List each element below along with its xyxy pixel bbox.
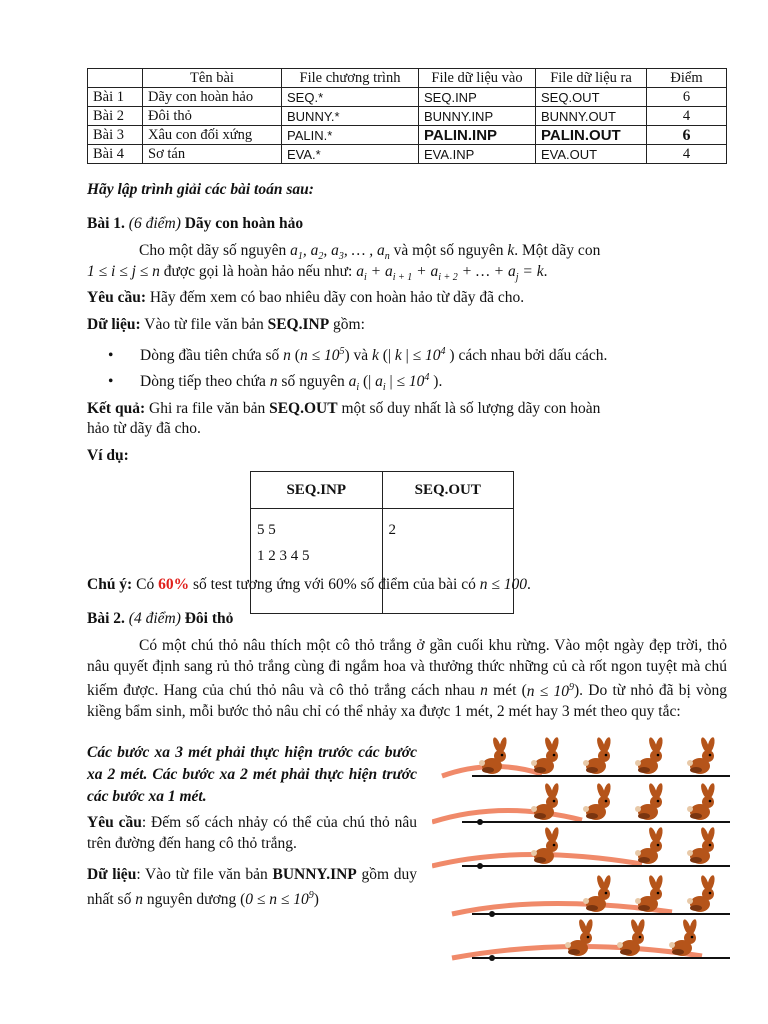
highlight-percentage: 60% [158, 576, 190, 593]
output-label: Kết quả: [87, 400, 146, 417]
problem-1-points: (6 điểm) [128, 215, 181, 232]
text: Có [132, 576, 159, 593]
task-id: Bài 2 [88, 107, 143, 126]
jump-row-3 [432, 826, 730, 869]
constraint-expr: $n \le 10^9$ [526, 681, 574, 700]
example-output-cell [382, 509, 514, 614]
task-name: Sơ tán [143, 145, 282, 164]
instructions-heading: Hãy lập trình giải các bài toán sau: [87, 181, 314, 198]
bunny-jump-illustration [432, 736, 732, 966]
problem-2-requirement [87, 812, 417, 854]
program-file: BUNNY.* [282, 107, 419, 126]
text: Cho một dãy số nguyên [139, 242, 291, 259]
program-file: SEQ.* [282, 88, 419, 107]
task-score: 4 [647, 107, 727, 126]
task-name: Dãy con hoàn hảo [143, 88, 282, 107]
problem-2-heading [87, 609, 727, 629]
table-row [88, 88, 727, 107]
var-n: n [480, 682, 488, 700]
list-item: • Dòng đầu tiên chứa số n $(n \le 10^5)$ và k (| k | ≤ $10^4$ ) cách nhau bởi dấu cách. [108, 342, 607, 368]
header-cell: Điểm [647, 69, 727, 88]
text: được gọi là hoàn hảo nếu như: [159, 263, 357, 280]
constraint-expr: $0 \le n \le 10^9$ [245, 890, 314, 909]
requirement-label: Yêu cầu [87, 814, 142, 831]
text: mét ( [487, 682, 527, 700]
requirement-text: : Đếm số cách nhảy có thể của chú thỏ nâu trên đường đến hang cô thỏ trắng. [87, 814, 417, 852]
sum-expr: $a_i + a_{i + 1} + a_{i + 2}$ + … + $a_j = k$ [356, 263, 544, 284]
problem-1-output-line2: hảo từ dãy đã cho. [87, 420, 201, 437]
text: . Một dãy con [514, 242, 601, 259]
text: Vào từ file văn bản [140, 316, 268, 333]
problem-1-desc-line2: 1 ≤ i ≤ j ≤ n được gọi là hoàn hảo nếu như: $a_i + a_{i + 1} + a_{i + 2}$ + … + $a_j = k$. [87, 263, 548, 284]
example-input-line: 5 5 [257, 522, 276, 538]
note-label: Chú ý: [87, 576, 133, 593]
header-cell: File dữ liệu vào [419, 69, 536, 88]
constraint-expr: n ≤ 100 [479, 576, 527, 593]
jump-row-5 [452, 918, 730, 961]
var-k: k [507, 242, 515, 259]
input-file: PALIN.INP [419, 126, 536, 145]
example-output-line: 2 [388, 522, 396, 538]
index-condition: 1 ≤ i ≤ j ≤ n [87, 263, 160, 280]
input-label: Dữ liệu [87, 866, 137, 883]
jump-row-4 [452, 874, 730, 917]
problem-2-input [87, 864, 417, 910]
output-filename: SEQ.OUT [269, 400, 338, 417]
input-filename: SEQ.INP [267, 316, 330, 333]
var-n: n [135, 891, 143, 909]
task-id: Bài 4 [88, 145, 143, 164]
text: Dòng tiếp theo chứa [140, 373, 270, 391]
task-name: Đôi thỏ [143, 107, 282, 126]
text: gồm duy nhất số [87, 866, 417, 909]
requirement-text: Hãy đếm xem có bao nhiêu dãy con hoàn hảo từ dãy đã cho. [145, 289, 525, 306]
text: ). Do từ nhỏ đã bị vòng kiềng bẩm sinh, mỗi bước thỏ nâu chỉ có thể nhảy xa được 1 mét, 2 mét hay 3 mét theo quy tắc: [87, 682, 727, 721]
text: Dòng đầu tiên chứa số [140, 347, 284, 365]
problem-1-title: Dãy con hoàn hảo [184, 215, 304, 232]
output-file: SEQ.OUT [536, 88, 647, 107]
sequence-expr: $a_1$, $a_2$, $a_3$, … , $a_n$ [290, 242, 390, 263]
text: : Vào từ file văn bản [136, 866, 273, 883]
text: và một số nguyên [389, 242, 508, 259]
list-item: • Dòng tiếp theo chứa n số nguyên $a_i$ (| $a_i$ | ≤ $10^4$ ). [108, 368, 607, 394]
problem-1-heading [87, 214, 727, 234]
text: Có một chú thỏ nâu thích một cô thỏ trắng ở gần cuối khu rừng. Vào một ngày đẹp trời, thỏ nâu quyết định sang rủ thỏ trắng cùng đi ngắm hoa và thưởng thức những củ cà rốt ngon tuyệt mà chú kiếm được. Hang của chú thỏ nâu và cô thỏ trắng cách nhau [87, 637, 727, 700]
task-table [87, 68, 727, 164]
program-file: EVA.* [282, 145, 419, 164]
example-output-header: SEQ.OUT [382, 472, 514, 509]
input-file: EVA.INP [419, 145, 536, 164]
output-file: PALIN.OUT [536, 126, 647, 145]
input-label: Dữ liệu: [87, 316, 141, 333]
task-id: Bài 1 [88, 88, 143, 107]
program-file: PALIN.* [282, 126, 419, 145]
header-cell: File dữ liệu ra [536, 69, 647, 88]
text: số nguyên [277, 373, 349, 391]
example-input-line: 1 2 3 4 5 [257, 548, 310, 564]
input-file: BUNNY.INP [419, 107, 536, 126]
text: nguyên dương ( [142, 891, 246, 909]
table-row [88, 126, 727, 145]
task-table-header [88, 69, 727, 88]
problem-1-output-line1 [87, 399, 727, 419]
problem-1-input [87, 315, 727, 335]
header-cell [88, 69, 143, 88]
problem-2-points: (4 điểm) [128, 610, 181, 627]
text: cách nhau bởi dấu cách. [454, 347, 608, 365]
text: Ghi ra file văn bản [145, 400, 270, 417]
text: một số duy nhất là số lượng dãy con hoàn [337, 400, 601, 417]
task-name: Xâu con đối xứng [143, 126, 282, 145]
header-cell: File chương trình [282, 69, 419, 88]
example-input-header: SEQ.INP [251, 472, 383, 509]
jump-rules: Các bước xa 3 mét phải thực hiện trước các bước xa 2 mét. Các bước xa 2 mét phải thực hiện trước các bước xa 1 mét. [87, 744, 417, 805]
table-row [88, 107, 727, 126]
problem-1-label: Bài 1. [87, 215, 125, 232]
jump-row-1 [442, 736, 730, 776]
problem-2-story [87, 636, 727, 723]
task-score: 6 [647, 126, 727, 145]
output-file: BUNNY.OUT [536, 107, 647, 126]
example-input-cell [251, 509, 383, 614]
text: . [526, 576, 531, 593]
problem-2-title: Đôi thỏ [184, 610, 234, 627]
problem-2-label: Bài 2. [87, 610, 125, 627]
jump-row-2 [432, 782, 730, 825]
input-filename: BUNNY.INP [272, 866, 357, 883]
task-id: Bài 3 [88, 126, 143, 145]
constraint-expr: n [283, 347, 291, 365]
output-file: EVA.OUT [536, 145, 647, 164]
task-score: 4 [647, 145, 727, 164]
header-cell: Tên bài [143, 69, 282, 88]
table-row [88, 145, 727, 164]
task-score: 6 [647, 88, 727, 107]
requirement-label: Yêu cầu: [87, 289, 146, 306]
input-format-list [108, 342, 607, 394]
example-label: Ví dụ: [87, 447, 129, 464]
text: gồm: [329, 316, 365, 333]
input-file: SEQ.INP [419, 88, 536, 107]
problem-1-note [87, 575, 727, 595]
problem-1-requirement [87, 288, 727, 308]
text: ) [313, 891, 319, 909]
constraint-expr: $a_i$ [348, 373, 360, 394]
text: số test tương ứng với 60% số điểm của bài có [189, 576, 480, 593]
